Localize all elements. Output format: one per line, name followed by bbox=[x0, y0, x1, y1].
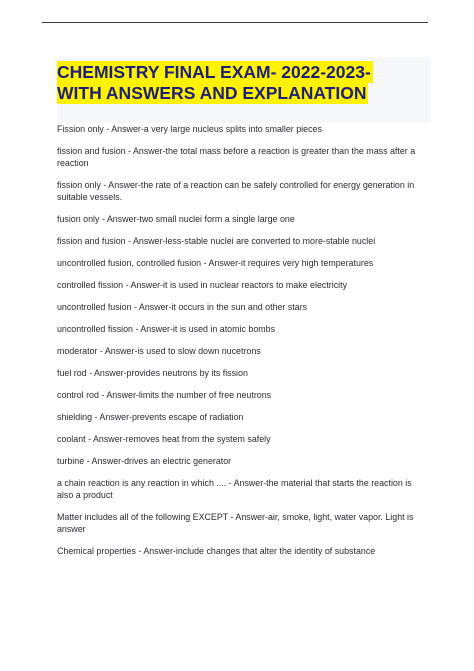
qa-item: Fission only - Answer-a very large nucleus splits into smaller pieces bbox=[57, 124, 322, 134]
qa-item: uncontrolled fusion, controlled fusion - Answer-it requires very high temperatures bbox=[57, 258, 374, 268]
qa-item: coolant - Answer-removes heat from the system safely bbox=[57, 434, 271, 444]
qa-item: moderator - Answer-is used to slow down nucetrons bbox=[57, 346, 261, 356]
qa-item: uncontrolled fission - Answer-it is used in atomic bombs bbox=[57, 324, 276, 334]
qa-item: uncontrolled fusion - Answer-it occurs in the sun and other stars bbox=[57, 302, 308, 312]
qa-item: controlled fission - Answer-it is used in nuclear reactors to make electricity bbox=[57, 280, 348, 290]
document-title-line-1: CHEMISTRY FINAL EXAM- 2022-2023- bbox=[57, 62, 371, 82]
qa-item: a chain reaction is any reaction in which .... - Answer-the material that starts the reaction is also a product bbox=[57, 478, 412, 500]
qa-item: fusion only - Answer-two small nuclei form a single large one bbox=[57, 214, 295, 224]
qa-item: fission only - Answer-the rate of a reaction can be safely controlled for energy generation in suitable vessels. bbox=[57, 180, 415, 202]
qa-item: shielding - Answer-prevents escape of radiation bbox=[57, 412, 244, 422]
qa-item: fission and fusion - Answer-the total mass before a reaction is greater than the mass after a reaction bbox=[57, 146, 416, 168]
top-divider bbox=[42, 22, 428, 23]
qa-item: turbine - Answer-drives an electric generator bbox=[57, 456, 232, 466]
qa-item: Matter includes all of the following EXCEPT - Answer-air, smoke, light, water vapor. Light is answer bbox=[57, 512, 414, 534]
qa-item: control rod - Answer-limits the number of free neutrons bbox=[57, 390, 272, 400]
document-title-line-2: WITH ANSWERS AND EXPLANATION bbox=[57, 83, 367, 103]
qa-item: fuel rod - Answer-provides neutrons by its fission bbox=[57, 368, 248, 378]
qa-item: Chemical properties - Answer-include changes that alter the identity of substance bbox=[57, 546, 376, 556]
qa-list bbox=[57, 123, 422, 557]
qa-item: fission and fusion - Answer-less-stable nuclei are converted to more-stable nuclei bbox=[57, 236, 376, 246]
